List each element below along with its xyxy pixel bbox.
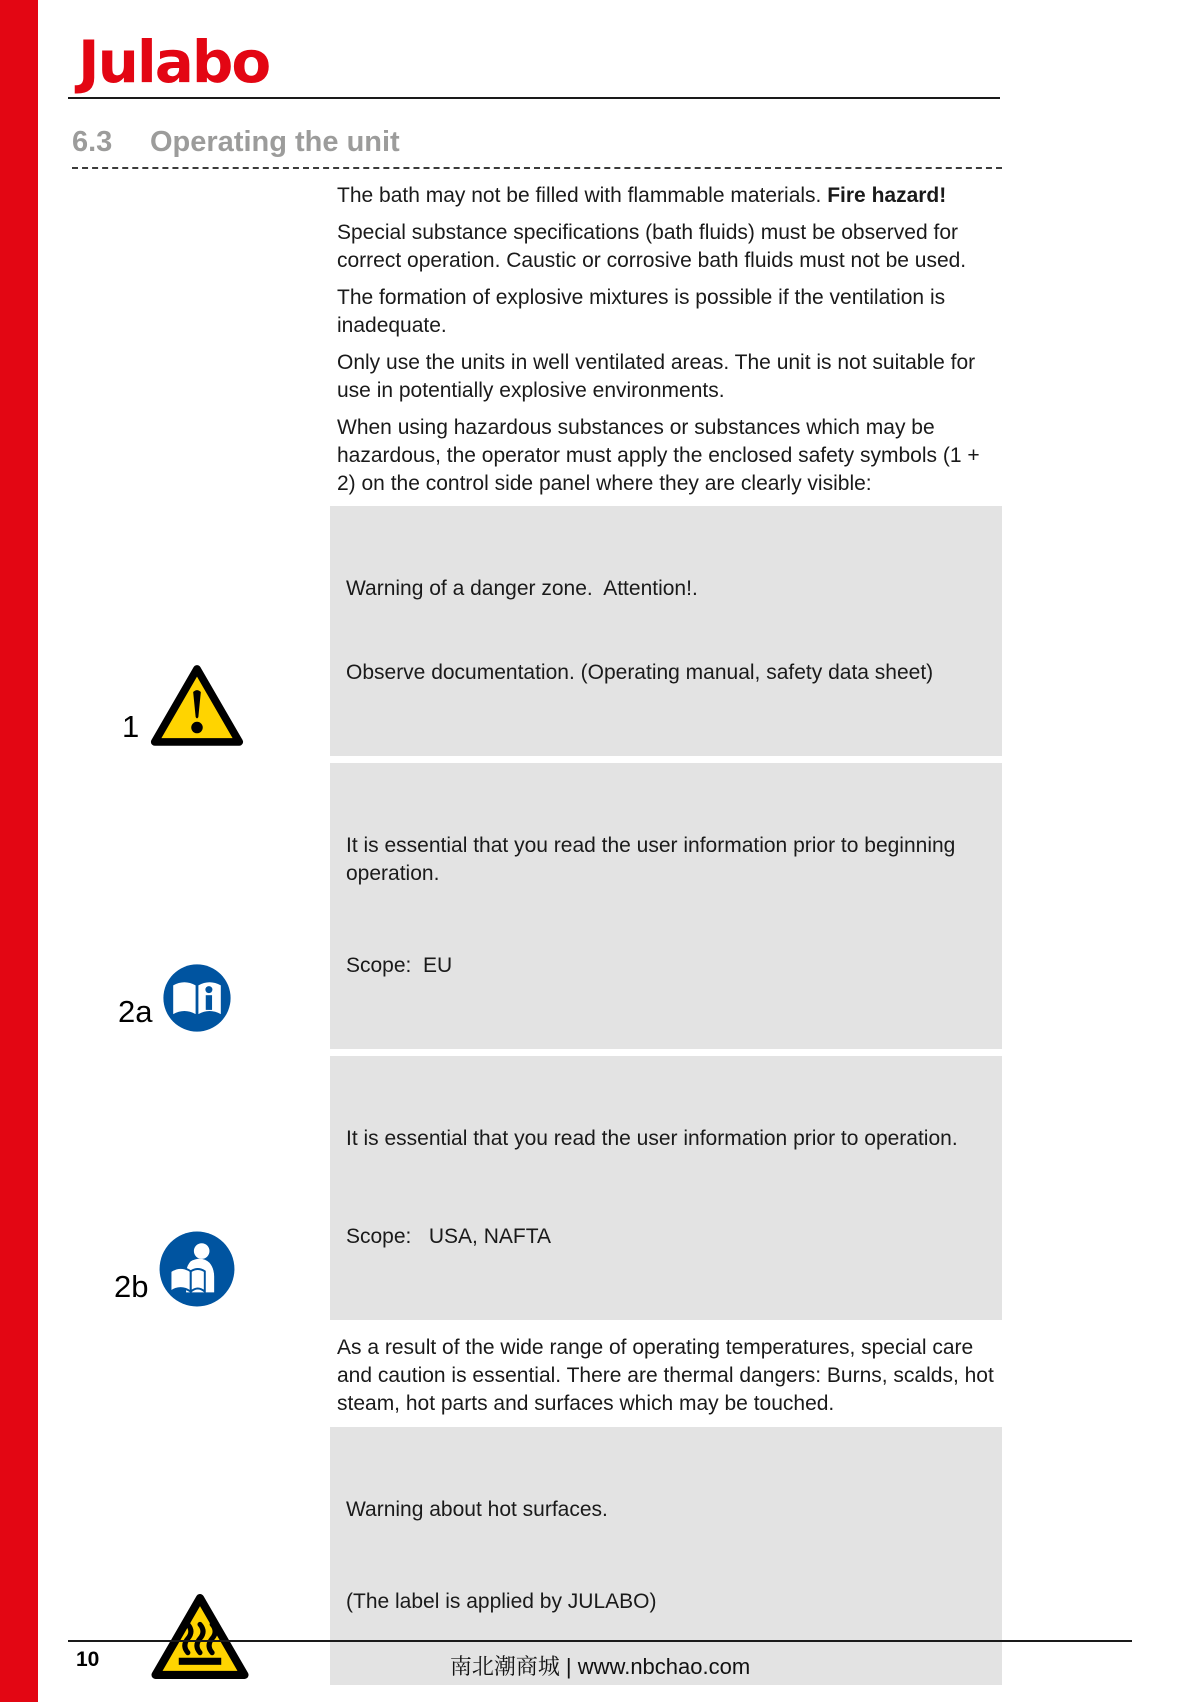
symbol-label-1: 1 (122, 709, 140, 744)
warning-text-box-danger-zone (330, 506, 1002, 756)
footer-site-text: 南北潮商城 | www.nbchao.com (449, 1654, 751, 1679)
symbol-label-2b: 2b (114, 1269, 149, 1304)
warning-line: Observe documentation. (Operating manual, safety data sheet) (346, 661, 934, 684)
paragraph-fire-hazard (337, 182, 1003, 210)
intro-paragraphs (337, 182, 1003, 507)
icon-cell-2a (0, 763, 330, 1049)
warning-row-read-manual-usa (0, 1056, 1002, 1320)
icon-cell-hot (0, 1427, 330, 1685)
icon-cell-2b (0, 1056, 330, 1320)
warning-line: It is essential that you read the user information prior to operation. (346, 1127, 958, 1150)
symbol-label-2a: 2a (118, 994, 153, 1029)
fire-hazard-emphasis: Fire hazard! (827, 184, 947, 207)
scope-line: Scope: USA, NAFTA (346, 1225, 552, 1248)
warning-table (0, 506, 1002, 1692)
paragraph-ventilated-areas: Only use the units in well ventilated areas. The unit is not suitable for use in potentially explosive environments. (337, 351, 976, 402)
page-number: 10 (76, 1648, 100, 1671)
section-number: 6.3 (72, 126, 113, 158)
warning-line: It is essential that you read the user information prior to beginning operation. (346, 834, 962, 885)
icon-cell-1 (0, 506, 330, 756)
warning-row-hot-surfaces (0, 1427, 1002, 1685)
warning-line: Warning about hot surfaces. (346, 1498, 608, 1521)
paragraph-bath-fluids: Special substance specifications (bath fluids) must be observed for correct operation. Caustic or corrosive bath fluids must not be used. (337, 221, 967, 272)
section-title: Operating the unit (150, 126, 400, 158)
warning-row-danger-zone (0, 506, 1002, 756)
warning-text-box-hot-surfaces (330, 1427, 1002, 1685)
warning-line: Warning of a danger zone. Attention!. (346, 577, 698, 600)
warning-row-read-manual-eu (0, 763, 1002, 1049)
warning-line: (The label is applied by JULABO) (346, 1590, 657, 1613)
warning-text-box-read-manual-usa (330, 1056, 1002, 1320)
paragraph-fire-hazard-text: The bath may not be filled with flammable materials. (337, 184, 828, 207)
header-divider (68, 97, 1000, 99)
section-heading (72, 126, 1002, 169)
julabo-logo: Julabo (78, 28, 270, 96)
warning-triangle-icon (149, 661, 245, 748)
scope-line: Scope: EU (346, 954, 453, 977)
paragraph-explosive-mixtures: The formation of explosive mixtures is possible if the ventilation is inadequate. (337, 286, 946, 337)
footer-divider (68, 1640, 1132, 1642)
warning-text-box-read-manual-eu (330, 763, 1002, 1049)
paragraph-safety-symbols: When using hazardous substances or substances which may be hazardous, the operator must apply the enclosed safety symbols (1 + 2) on the control side panel where they are clearly visible: (337, 416, 980, 495)
read-user-information-icon (158, 1230, 236, 1308)
paragraph-thermal-dangers: As a result of the wide range of operating temperatures, special care and caution is essential. There are thermal dangers: Burns, scalds, hot steam, hot parts and surfaces which may be touched. (337, 1336, 994, 1415)
read-manual-icon (162, 963, 232, 1033)
